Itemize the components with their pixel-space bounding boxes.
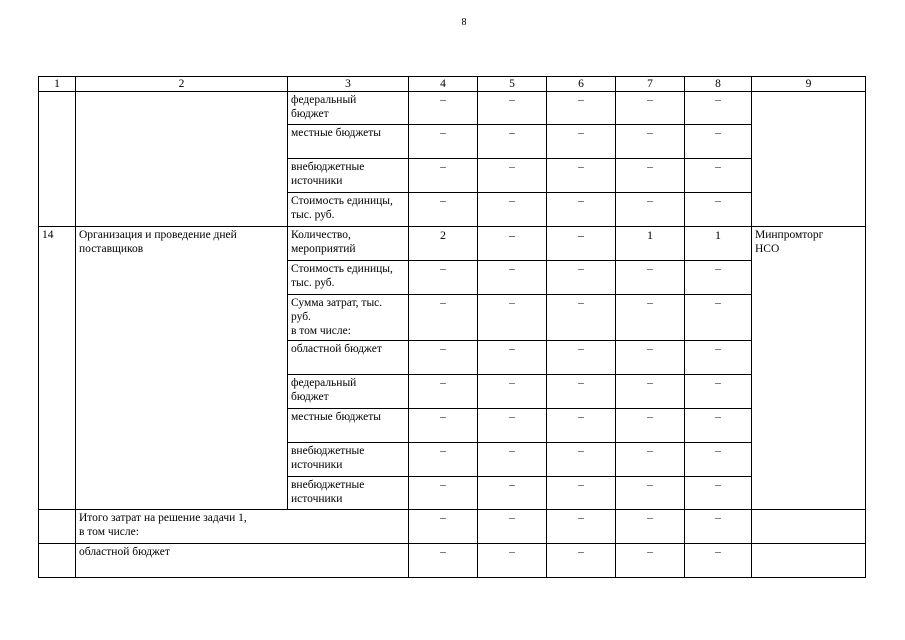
- value-cell: –: [409, 295, 478, 341]
- value-cell: –: [547, 341, 616, 375]
- value-cell: –: [547, 510, 616, 544]
- value-cell: –: [685, 375, 752, 409]
- indicator-label: Стоимость единицы, тыс. руб.: [288, 193, 409, 227]
- value-cell: –: [685, 477, 752, 510]
- value-cell: –: [478, 375, 547, 409]
- executor-cell: [752, 544, 866, 578]
- value-cell: –: [547, 261, 616, 295]
- indicator-label: Количество, мероприятий: [288, 227, 409, 261]
- value-cell: –: [478, 544, 547, 578]
- value-cell: –: [547, 92, 616, 125]
- value-cell: –: [616, 295, 685, 341]
- table-row: [39, 92, 866, 125]
- value-cell: –: [685, 261, 752, 295]
- value-cell: –: [547, 477, 616, 510]
- value-cell: –: [478, 159, 547, 193]
- value-cell: –: [616, 544, 685, 578]
- activity-name-cell: Организация и проведение дней поставщиков: [76, 227, 288, 510]
- totals-label: Итого затрат на решение задачи 1, в том числе:: [76, 510, 409, 544]
- value-cell: –: [409, 409, 478, 443]
- indicator-label: федеральный бюджет: [288, 92, 409, 125]
- value-cell: –: [478, 227, 547, 261]
- indicator-label: местные бюджеты: [288, 409, 409, 443]
- value-cell: –: [409, 261, 478, 295]
- data-table: [38, 76, 866, 578]
- value-cell: –: [478, 510, 547, 544]
- value-cell: –: [547, 159, 616, 193]
- indicator-label: Сумма затрат, тыс. руб. в том числе:: [288, 295, 409, 341]
- value-cell: –: [409, 125, 478, 159]
- executor-cell: [752, 510, 866, 544]
- col-header-1: 1: [39, 77, 76, 92]
- totals-row: [39, 544, 866, 578]
- value-cell: 1: [616, 227, 685, 261]
- row-number-cell: 14: [39, 227, 76, 510]
- value-cell: –: [616, 193, 685, 227]
- executor-cell: [752, 92, 866, 227]
- col-header-2: 2: [76, 77, 288, 92]
- value-cell: –: [478, 409, 547, 443]
- value-cell: –: [409, 193, 478, 227]
- value-cell: –: [616, 261, 685, 295]
- value-cell: 1: [685, 227, 752, 261]
- indicator-label: внебюджетные источники: [288, 443, 409, 477]
- value-cell: –: [547, 125, 616, 159]
- value-cell: –: [409, 510, 478, 544]
- table-row: [39, 227, 866, 261]
- indicator-label: областной бюджет: [288, 341, 409, 375]
- value-cell: –: [409, 443, 478, 477]
- page-number: 8: [461, 17, 467, 28]
- executor-cell: Минпромторг НСО: [752, 227, 866, 510]
- value-cell: –: [616, 125, 685, 159]
- value-cell: –: [547, 193, 616, 227]
- value-cell: –: [685, 159, 752, 193]
- value-cell: –: [547, 295, 616, 341]
- col-header-5: 5: [478, 77, 547, 92]
- value-cell: –: [409, 544, 478, 578]
- value-cell: –: [616, 375, 685, 409]
- value-cell: –: [409, 477, 478, 510]
- value-cell: –: [616, 510, 685, 544]
- value-cell: –: [547, 544, 616, 578]
- value-cell: –: [616, 341, 685, 375]
- value-cell: –: [685, 544, 752, 578]
- value-cell: –: [685, 295, 752, 341]
- col-header-7: 7: [616, 77, 685, 92]
- col-header-8: 8: [685, 77, 752, 92]
- indicator-label: Стоимость единицы, тыс. руб.: [288, 261, 409, 295]
- value-cell: –: [547, 409, 616, 443]
- indicator-label: федеральный бюджет: [288, 375, 409, 409]
- value-cell: –: [685, 409, 752, 443]
- value-cell: –: [478, 193, 547, 227]
- value-cell: –: [685, 92, 752, 125]
- totals-label: областной бюджет: [76, 544, 409, 578]
- activity-name-cell: [76, 92, 288, 227]
- header-row: [39, 77, 866, 92]
- value-cell: 2: [409, 227, 478, 261]
- row-number-cell: [39, 92, 76, 227]
- value-cell: –: [478, 477, 547, 510]
- value-cell: –: [685, 443, 752, 477]
- value-cell: –: [478, 92, 547, 125]
- indicator-label: местные бюджеты: [288, 125, 409, 159]
- value-cell: –: [409, 341, 478, 375]
- value-cell: –: [409, 375, 478, 409]
- indicator-label: внебюджетные источники: [288, 477, 409, 510]
- row-number-cell: [39, 510, 76, 544]
- col-header-4: 4: [409, 77, 478, 92]
- value-cell: –: [616, 159, 685, 193]
- value-cell: –: [616, 477, 685, 510]
- value-cell: –: [478, 341, 547, 375]
- col-header-3: 3: [288, 77, 409, 92]
- col-header-9: 9: [752, 77, 866, 92]
- value-cell: –: [616, 409, 685, 443]
- value-cell: –: [685, 510, 752, 544]
- value-cell: –: [616, 443, 685, 477]
- value-cell: –: [547, 443, 616, 477]
- value-cell: –: [409, 92, 478, 125]
- value-cell: –: [685, 125, 752, 159]
- value-cell: –: [409, 159, 478, 193]
- value-cell: –: [547, 227, 616, 261]
- value-cell: –: [478, 295, 547, 341]
- value-cell: –: [478, 261, 547, 295]
- indicator-label: внебюджетные источники: [288, 159, 409, 193]
- value-cell: –: [547, 375, 616, 409]
- value-cell: –: [478, 443, 547, 477]
- row-number-cell: [39, 544, 76, 578]
- value-cell: –: [685, 341, 752, 375]
- value-cell: –: [685, 193, 752, 227]
- value-cell: –: [616, 92, 685, 125]
- value-cell: –: [478, 125, 547, 159]
- col-header-6: 6: [547, 77, 616, 92]
- totals-row: [39, 510, 866, 544]
